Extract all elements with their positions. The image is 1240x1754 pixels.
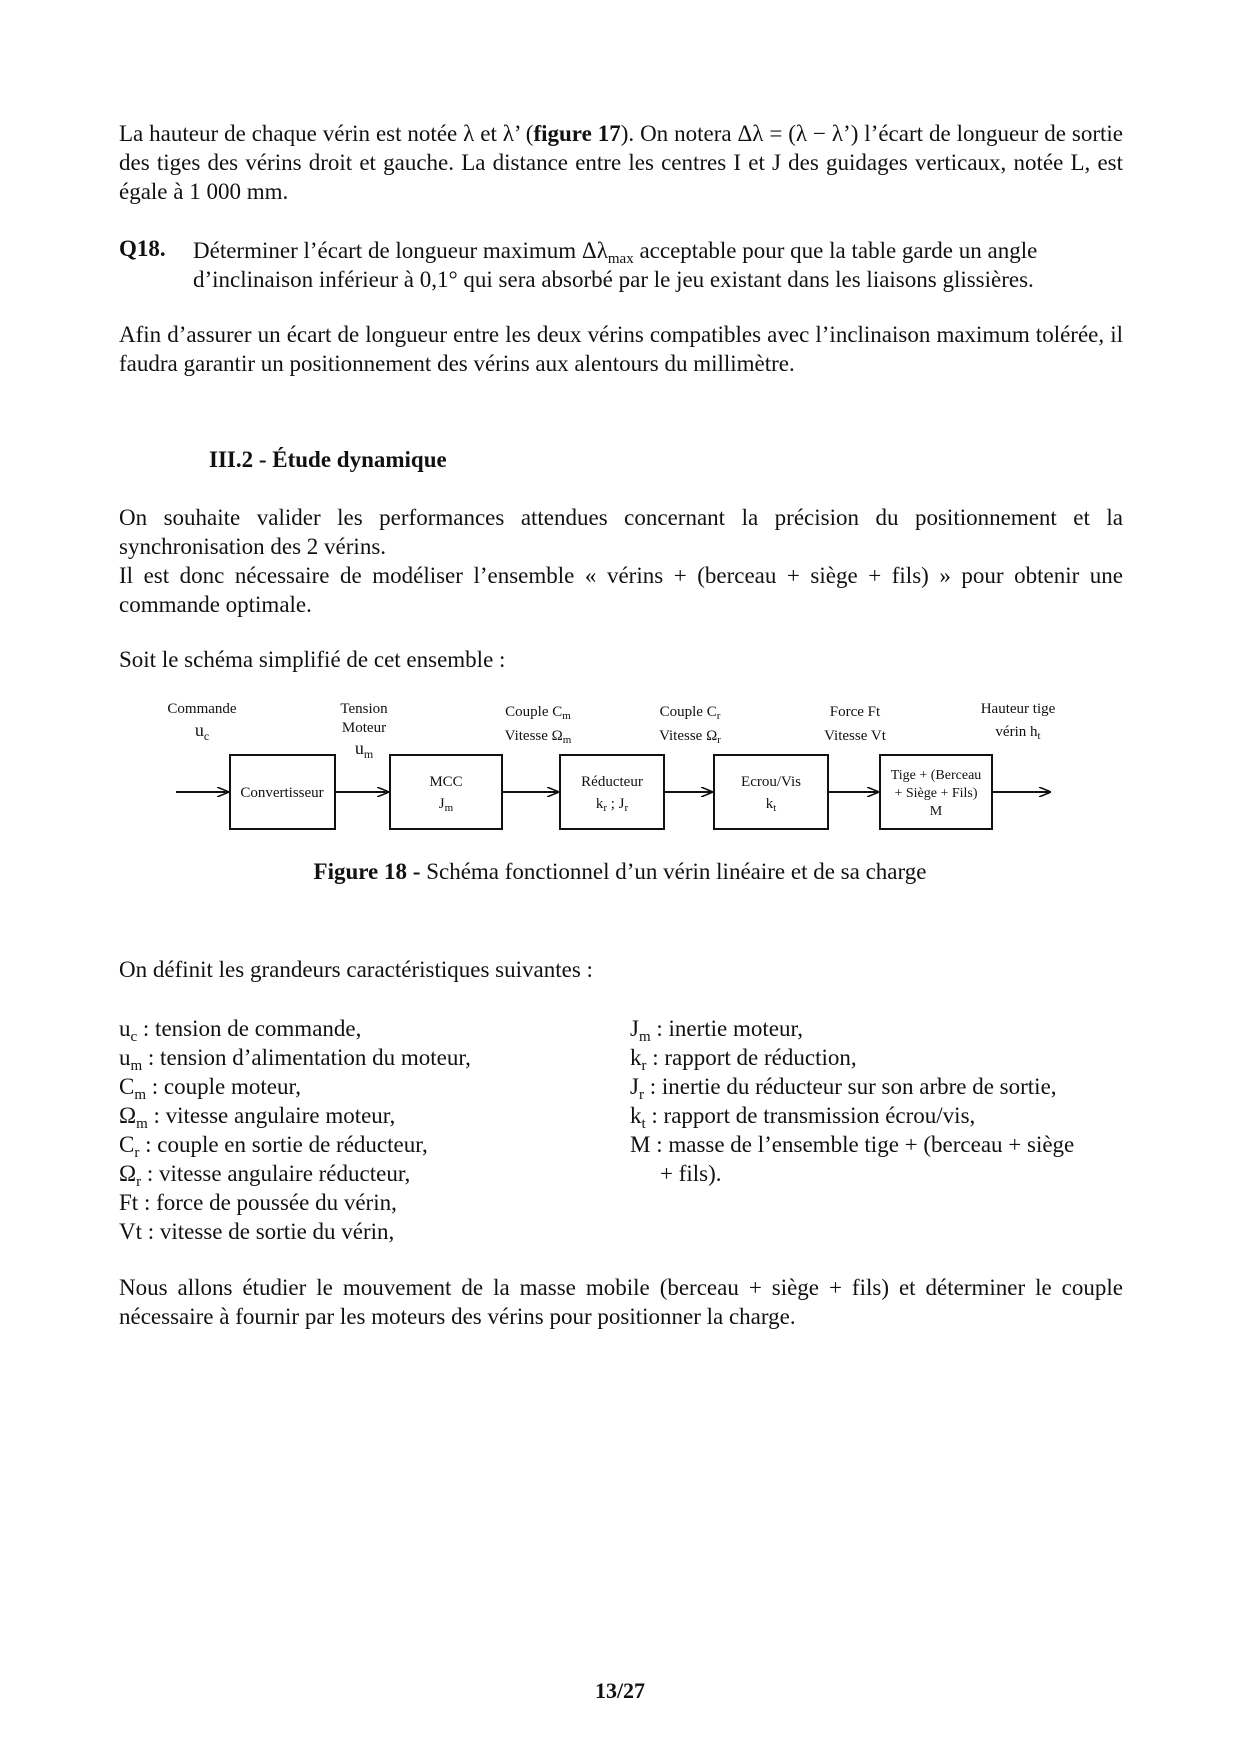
label-vitesse-omega-r: Vitesse $\Omega_r$ <box>659 728 721 746</box>
figure-17-reference: figure 17 <box>533 121 621 146</box>
definitions-left-column <box>119 1014 471 1246</box>
definition-item: M : masse de l’ensemble tige + (berceau + siège <box>630 1132 1075 1157</box>
conclusion-paragraph: Nous allons étudier le mouvement de la masse mobile (berceau + siège + fils) et déterminer le couple nécessaire à fournir par les moteurs des vérins pour positionner la charge. <box>119 1275 1123 1329</box>
box-convertisseur-label: Convertisseur <box>240 785 324 801</box>
label-vitesse-omega-m: Vitesse $\Omega_m$ <box>504 728 572 746</box>
label-hauteur-tige: Hauteur tige <box>980 701 1056 717</box>
definition-item: Ft : force de poussée du vérin, <box>119 1190 397 1215</box>
section-title: III.2 - Étude dynamique <box>209 447 447 472</box>
label-um: $u_m$ <box>354 738 374 761</box>
definitions-intro: On définit les grandeurs caractéristiques suivantes : <box>119 957 593 982</box>
box-mcc-jm: $J_m$ <box>438 796 454 814</box>
definition-item: $u_m$ : tension d’alimentation du moteur, <box>119 1045 471 1074</box>
intro-text-2: ). On notera Δλ = (λ − λ’) l’écart de longueur de sortie des tiges des vérins droit et gauche. La distance entre les centres I et J des guidages verticaux, notée L, est égale à 1 000 mm. <box>119 121 1124 204</box>
q18-subscript-max: max <box>607 251 634 267</box>
intro-paragraph <box>119 119 1123 206</box>
box-ecrou-vis-kt: $k_t$ <box>765 796 777 814</box>
definition-item: $\Omega_r$ : vitesse angulaire réducteur, <box>119 1161 411 1190</box>
definition-item: $J_r$ : inertie du réducteur sur son arbre de sortie, <box>630 1074 1057 1103</box>
label-uc: $u_c$ <box>194 720 210 743</box>
label-tension: Tension <box>340 701 388 717</box>
label-moteur: Moteur <box>341 720 387 736</box>
figure-18-caption <box>0 859 1240 885</box>
box-tige-mass: M <box>929 804 943 819</box>
label-vitesse-vt: Vitesse Vt <box>824 728 886 744</box>
label-verin-ht: vérin $h_t$ <box>995 724 1041 742</box>
box-reducteur <box>560 755 664 829</box>
definition-item: $C_m$ : couple moteur, <box>119 1074 301 1103</box>
tolerance-paragraph: Afin d’assurer un écart de longueur entre les deux vérins compatibles avec l’inclinaison maximum tolérée, il faudra garantir un positionnement des vérins aux alentours du millimètre. <box>119 322 1123 376</box>
figure-18-label: Figure 18 - <box>313 859 421 884</box>
box-reducteur-params: $k_r$ ; $J_r$ <box>595 796 629 814</box>
box-mcc-label: MCC <box>429 774 463 790</box>
definition-item: $C_r$ : couple en sortie de réducteur, <box>119 1132 428 1161</box>
label-couple-cm: Couple $C_m$ <box>505 704 571 722</box>
question-q18-text <box>193 236 1123 294</box>
block-diagram <box>150 694 1070 844</box>
label-couple-cr: Couple $C_r$ <box>659 704 721 722</box>
figure-18-text: Schéma fonctionnel d’un vérin linéaire et de sa charge <box>420 859 927 884</box>
objective-paragraph <box>119 503 1123 619</box>
box-tige-line-1: Tige + (Berceau <box>890 768 982 783</box>
q18-text-1: Déterminer l’écart de longueur maximum Δλ <box>193 238 608 263</box>
label-commande: Commande <box>167 701 237 717</box>
definition-continuation: + fils). <box>660 1161 722 1186</box>
box-mcc <box>390 755 502 829</box>
objective-line-1: On souhaite valider les performances attendues concernant la précision du positionnement et la synchronisation des 2 vérins. <box>119 505 1123 559</box>
schema-intro: Soit le schéma simplifié de cet ensemble : <box>119 647 506 672</box>
label-force-ft: Force Ft <box>829 704 881 720</box>
definition-item: $k_r$ : rapport de réduction, <box>630 1045 857 1074</box>
objective-line-2: Il est donc nécessaire de modéliser l’ensemble « vérins + (berceau + siège + fils) » pour obtenir une commande optimale. <box>119 563 1123 617</box>
definitions-right-column <box>630 1014 1074 1188</box>
box-ecrou-vis-label: Ecrou/Vis <box>741 774 801 790</box>
q18-text-2: acceptable pour que la table garde un angle d’inclinaison inférieur à 0,1° qui sera absorbé par le jeu existant dans les liaisons glissières. <box>193 238 1038 292</box>
intro-text-1: La hauteur de chaque vérin est notée λ et λ’ ( <box>119 121 534 146</box>
definition-item: Vt : vitesse de sortie du vérin, <box>119 1219 395 1244</box>
definition-item: $u_c$ : tension de commande, <box>119 1016 362 1045</box>
definition-item: $k_t$ : rapport de transmission écrou/vis, <box>630 1103 976 1132</box>
definition-item: $J_m$ : inertie moteur, <box>630 1016 803 1045</box>
question-q18-label: Q18. <box>119 236 166 261</box>
definition-item: $\Omega_m$ : vitesse angulaire moteur, <box>119 1103 396 1132</box>
box-ecrou-vis <box>714 755 828 829</box>
box-reducteur-label: Réducteur <box>581 774 643 790</box>
page-number: 13/27 <box>594 1678 646 1703</box>
box-tige-line-2: + Siège + Fils) <box>894 786 978 801</box>
